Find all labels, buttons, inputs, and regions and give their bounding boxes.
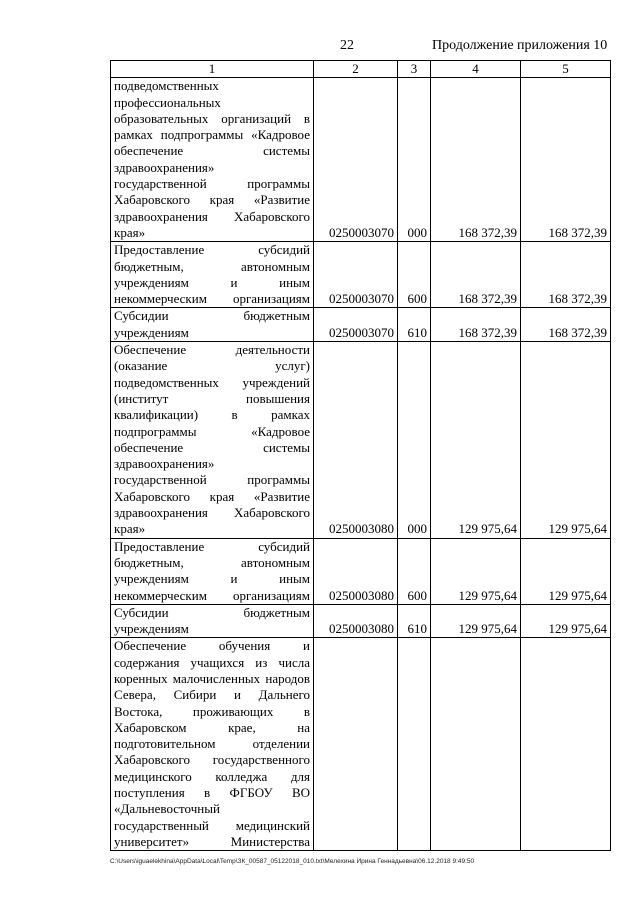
budget-table <box>110 60 611 851</box>
expense-type: 610 <box>398 604 431 638</box>
row-name: Обеспечение обучения и содержания учащихся из числа коренных малочисленных народов Севера, Сибири и Дальнего Востока, проживающих в Хабаровском крае, на подготовительном отделении Хабаровского государственного медицинского колледжа для поступления в ФГБОУ ВО «Дальневосточный государственный медицинский университет» Министерства <box>111 638 314 851</box>
page-number: 22 <box>340 38 354 53</box>
amount-col4 <box>431 638 521 851</box>
column-header: 5 <box>521 61 611 78</box>
row-name: Предоставление субсидий бюджетным, автономным учреждениям и иным некоммерческим организациям <box>111 538 314 604</box>
row-name: Субсидии бюджетным учреждениям <box>111 308 314 342</box>
row-name: Предоставление субсидий бюджетным, автономным учреждениям и иным некоммерческим организациям <box>111 242 314 308</box>
target-code: 0250003070 <box>314 78 398 242</box>
table-row <box>111 638 611 851</box>
table-row <box>111 538 611 604</box>
expense-type: 600 <box>398 538 431 604</box>
amount-col5: 168 372,39 <box>521 242 611 308</box>
column-header: 1 <box>111 61 314 78</box>
amount-col4: 168 372,39 <box>431 78 521 242</box>
table-row <box>111 342 611 539</box>
column-header: 2 <box>314 61 398 78</box>
column-header: 4 <box>431 61 521 78</box>
target-code: 0250003070 <box>314 308 398 342</box>
amount-col5 <box>521 638 611 851</box>
amount-col5: 168 372,39 <box>521 78 611 242</box>
table-row <box>111 308 611 342</box>
target-code: 0250003080 <box>314 604 398 638</box>
amount-col5: 129 975,64 <box>521 538 611 604</box>
target-code: 0250003080 <box>314 342 398 539</box>
amount-col5: 129 975,64 <box>521 342 611 539</box>
expense-type: 000 <box>398 342 431 539</box>
amount-col5: 168 372,39 <box>521 308 611 342</box>
amount-col5: 129 975,64 <box>521 604 611 638</box>
target-code: 0250003080 <box>314 538 398 604</box>
table-row <box>111 78 611 242</box>
target-code <box>314 638 398 851</box>
amount-col4: 129 975,64 <box>431 604 521 638</box>
amount-col4: 129 975,64 <box>431 342 521 539</box>
amount-col4: 168 372,39 <box>431 242 521 308</box>
appendix-continuation: Продолжение приложения 10 <box>432 38 608 53</box>
expense-type: 600 <box>398 242 431 308</box>
row-name: Обеспечение деятельности (оказание услуг) подведомственных учреждений (институт повышения квалификации) в рамках подпрограммы «Кадровое обеспечение системы здравоохранения» государственной программы Хабаровского края «Развитие здравоохранения Хабаровского края» <box>111 342 314 539</box>
expense-type: 000 <box>398 78 431 242</box>
column-header: 3 <box>398 61 431 78</box>
expense-type: 610 <box>398 308 431 342</box>
file-path-footer: C:\Users\iguaelekhina\AppData\Local\Temp\ЗК_00587_05122018_010.txt\Мелехина Ирина Геннадьевна\06.12.2018 9:49:50 <box>110 858 475 865</box>
expense-type <box>398 638 431 851</box>
amount-col4: 129 975,64 <box>431 538 521 604</box>
column-number-row <box>111 61 611 78</box>
amount-col4: 168 372,39 <box>431 308 521 342</box>
target-code: 0250003070 <box>314 242 398 308</box>
row-name: подведомственных профессиональных образовательных организаций в рамках подпрограммы «Кадровое обеспечение системы здравоохранения» государственной программы Хабаровского края «Развитие здравоохранения Хабаровского края» <box>111 78 314 242</box>
table-row <box>111 604 611 638</box>
row-name: Субсидии бюджетным учреждениям <box>111 604 314 638</box>
table-row <box>111 242 611 308</box>
